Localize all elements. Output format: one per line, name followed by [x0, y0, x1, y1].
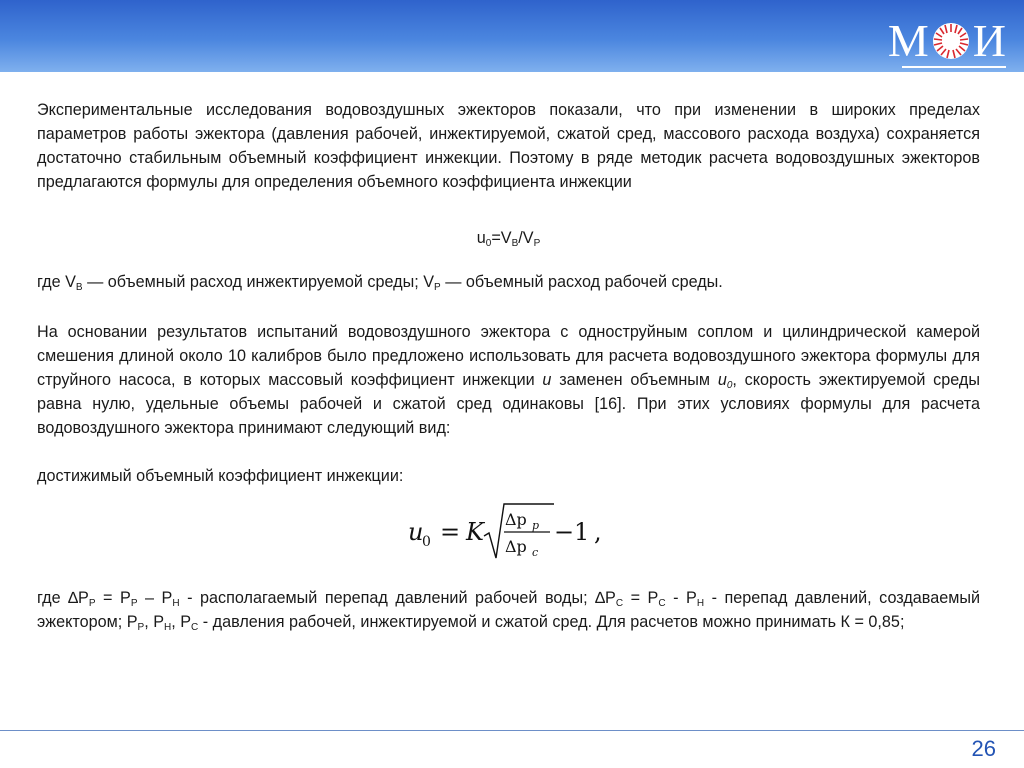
logo-emblem-icon	[931, 21, 971, 61]
formula-denominator: Δp	[504, 537, 527, 556]
slide-header	[0, 0, 1024, 72]
formula-comma: ,	[593, 518, 602, 546]
pressure-definitions-paragraph: где $\Delta P_P = P_P - P_H$ - располагаемый перепад давлений рабочей воды; $\Delta P_C = P_C - P_H$ - перепад давлений, создаваемый эжектором; $P_P$, $P_H$, $P_C$ - давления рабочей, инжектируемой и сжатой сред. Для расчетов можно принимать К = 0,85;	[37, 589, 981, 633]
formula-lhs: u	[407, 518, 423, 546]
logo-letter-m: М	[887, 15, 929, 66]
formula-eq: =	[439, 518, 460, 546]
intro-paragraph: Экспериментальные исследования водовоздушных эжекторов показали, что при изменении в широких пределах параметров работы эжектора (давления рабочей, инжектируемой, сжатой сред, массового расхода воздуха) сохраняется достаточно стабильным объемный коэффициент инжекции. Поэтому в ряде методик расчета водовоздушных эжекторов предлагаются формулы для определения объемного коэффициента инжекции	[37, 101, 980, 191]
slide-content	[37, 98, 980, 634]
formula-lhs-sub: 0	[421, 534, 431, 550]
formula-ratio: $u_0=V_B/V_P$	[476, 229, 541, 249]
formula-minus: −	[553, 518, 574, 546]
footer-divider	[0, 730, 1024, 731]
formula-numerator: Δp	[504, 510, 527, 529]
injection-coefficient-formula	[404, 500, 614, 566]
formula-denominator-sub: c	[531, 546, 538, 559]
logo-letter-i: И	[972, 15, 1006, 66]
achievable-coefficient-label: достижимый объемный коэффициент инжекции:	[37, 467, 404, 485]
formula-numerator-sub: p	[531, 519, 539, 532]
method-paragraph: На основании результатов испытаний водовоздушного эжектора с одноструйным соплом и цилиндрической камерой смешения длиной около 10 калибров было предложено использовать для расчета водовоздушного эжектора формулы для струйного насоса, в которых массовый коэффициент инжекции u заменен объемным $u_0$, скорость эжектируемой среды равна нулю, удельные объемы рабочей и сжатой сред одинаковы [16]. При этих условиях формулы для расчета водовоздушного эжектора принимают следующий вид:	[37, 323, 981, 437]
where-definitions: где $V_B$ — объемный расход инжектируемой среды; $V_P$ — объемный расход рабочей среды.	[37, 273, 723, 293]
page-number: 26	[971, 736, 996, 761]
logo-underline	[902, 66, 1006, 68]
formula-k: K	[465, 518, 484, 546]
mei-logo	[888, 16, 1006, 66]
formula-one: 1	[573, 518, 589, 546]
